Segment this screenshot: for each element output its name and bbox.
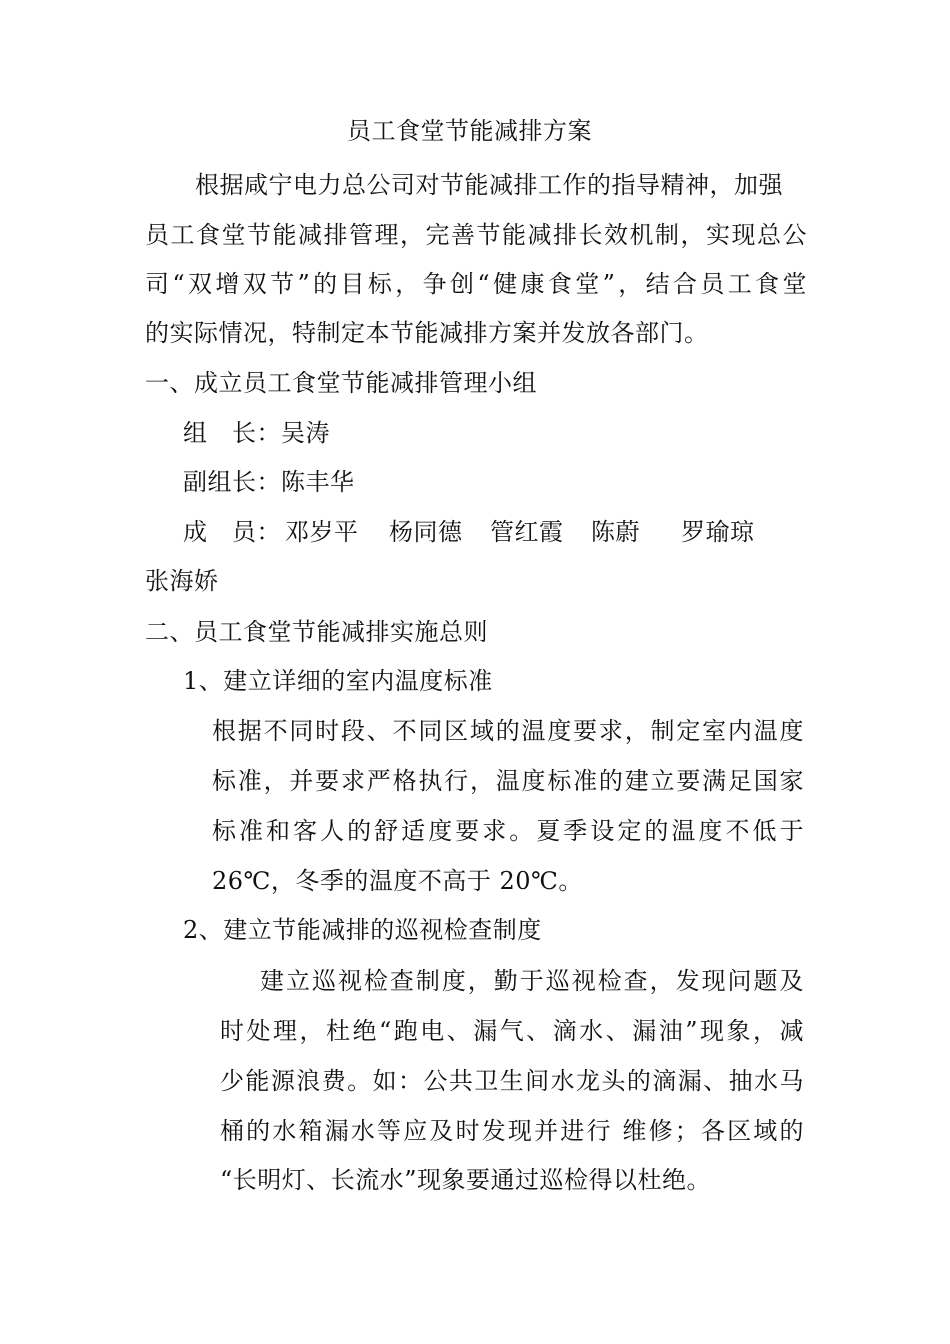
deputy-label: 副组长： <box>183 468 281 496</box>
item2-line-2: 时处理，杜绝“跑电、漏气、滴水、漏油”现象，减 <box>220 1017 804 1045</box>
intro-line-3: 司“双增双节”的目标，争创“健康食堂”，结合员工食堂 <box>145 270 807 298</box>
item1-line-1: 根据不同时段、不同区域的温度要求，制定室内温度 <box>212 717 804 745</box>
intro-line-4: 的实际情况，特制定本节能减排方案并发放各部门。 <box>145 319 709 347</box>
member-name: 罗瑜琼 <box>681 518 755 546</box>
member-name: 杨同德 <box>389 518 463 546</box>
member-name: 管红霞 <box>490 518 564 546</box>
deputy-name: 陈丰华 <box>281 468 355 496</box>
deputy-row <box>183 467 355 497</box>
item1-heading: 1、建立详细的室内温度标准 <box>183 667 493 695</box>
document-title: 员工食堂节能减排方案 <box>347 117 592 145</box>
leader-row <box>183 418 330 448</box>
intro-line-1: 根据咸宁电力总公司对节能减排工作的指导精神，加强 <box>195 171 783 199</box>
item1-line-2: 标准，并要求严格执行，温度标准的建立要满足国家 <box>212 767 804 795</box>
item1-line-3: 标准和客人的舒适度要求。夏季设定的温度不低于 <box>212 817 804 845</box>
leader-name: 吴涛 <box>281 419 330 447</box>
member-name: 陈蔚 <box>591 518 640 546</box>
intro-line-2: 员工食堂节能减排管理，完善节能减排长效机制，实现总公 <box>145 221 807 249</box>
section2-heading: 二、员工食堂节能减排实施总则 <box>145 618 488 646</box>
leader-label: 组 长： <box>183 419 281 447</box>
item2-heading: 2、建立节能减排的巡视检查制度 <box>183 916 542 944</box>
item2-line-3: 少能源浪费。如：公共卫生间水龙头的滴漏、抽水马 <box>220 1067 804 1095</box>
members-wrap: 张海娇 <box>145 567 219 595</box>
item1-line-4: 26℃，冬季的温度不高于 20℃。 <box>212 867 583 895</box>
members-row <box>183 517 755 547</box>
item2-line-1: 建立巡视检查制度，勤于巡视检查，发现问题及 <box>260 967 804 995</box>
item2-line-4: 桶的水箱漏水等应及时发现并进行 维修；各区域的 <box>220 1117 804 1145</box>
member-name: 邓岁平 <box>285 518 359 546</box>
item2-line-5: “长明灯、长流水”现象要通过巡检得以杜绝。 <box>220 1166 712 1194</box>
section1-heading: 一、成立员工食堂节能减排管理小组 <box>145 369 537 397</box>
members-label: 成 员： <box>183 518 281 546</box>
